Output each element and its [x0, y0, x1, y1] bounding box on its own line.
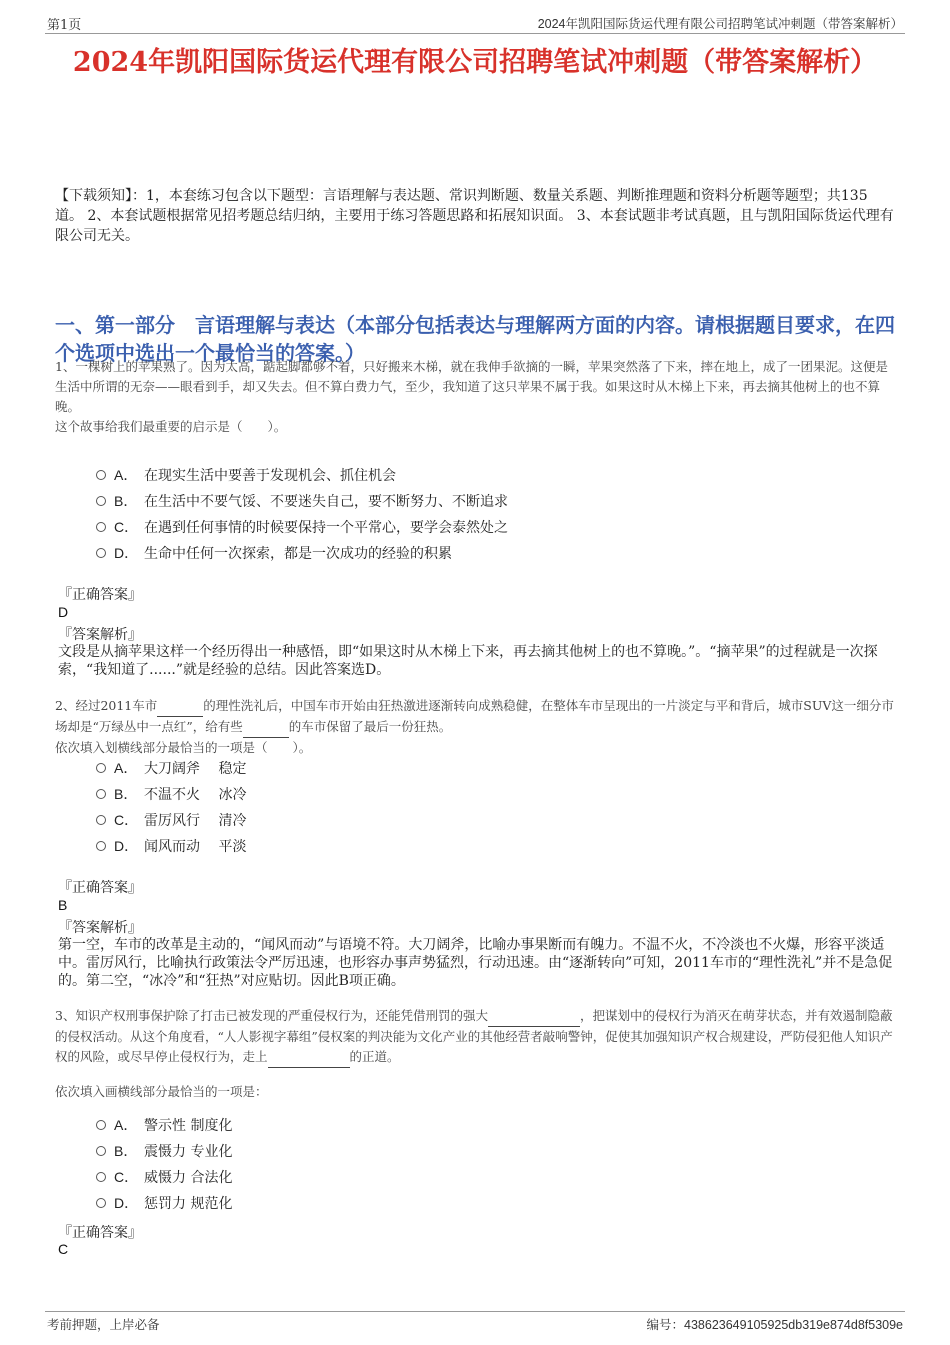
question-1-answer: D [58, 604, 69, 620]
question-2-stem: 2、经过2011车市 的理性洗礼后，中国车市开始由狂热激进逐渐转向成熟稳健，在整体车市呈现出的一片淡定与平和背后，城市SUV这一细分市场却是“万绿丛中一点红”，给有些 的车市保留了最后一份狂热。 依次填入划横线部分最恰当的一项是（ ）。 [55, 698, 894, 755]
question-2-analysis-label: 『答案解析』 [58, 920, 142, 936]
question-3-answer-label: 『正确答案』 [58, 1225, 142, 1241]
question-3-options [96, 1112, 232, 1216]
blank-line [268, 1047, 350, 1068]
radio-icon[interactable] [96, 1120, 106, 1130]
section-title: 一、第一部分 言语理解与表达（本部分包括表达与理解两方面的内容。请根据题目要求，在四个选项中选出一个最恰当的答案。） [55, 313, 895, 365]
question-2-options [96, 755, 246, 859]
blank-line [488, 1006, 580, 1027]
question-3-option-c[interactable]: C． 威慑力 合法化 [96, 1164, 232, 1190]
radio-icon[interactable] [96, 496, 106, 506]
question-1-option-c[interactable]: C． 在遇到任何事情的时候要保持一个平常心，要学会泰然处之 [96, 514, 508, 540]
question-1-stem: 1、一棵树上的苹果熟了。因为太高，踮起脚都够不着，只好搬来木梯，就在我伸手欲摘的一瞬，苹果突然落了下来，摔在地上，成了一团果泥。这便是生活中所谓的无奈——眼看到手，却又失去。但不算白费力气，至少，我知道了这只苹果不属于我。如果这时从木梯上下来，再去摘其他树上的也不算晚。 这个故事给我们最重要的启示是（ ）。 [55, 359, 888, 434]
radio-icon[interactable] [96, 1198, 106, 1208]
question-1-analysis: 文段是从摘苹果这样一个经历得出一种感悟，即“如果这时从木梯上下来，再去摘其他树上的也不算晚。”。“摘苹果”的过程就是一次探索，“我知道了......”就是经验的总结。因此答案选D。 [58, 644, 878, 678]
question-1-analysis-label: 『答案解析』 [58, 627, 142, 643]
footer-slogan: 考前押题，上岸必备 [47, 1317, 160, 1332]
header-doc-title: 2024年凯阳国际货运代理有限公司招聘笔试冲刺题（带答案解析） [537, 17, 903, 31]
document-title: 2024年凯阳国际货运代理有限公司招聘笔试冲刺题（带答案解析） [72, 47, 878, 78]
blank-line [157, 696, 203, 717]
radio-icon[interactable] [96, 1172, 106, 1182]
radio-icon[interactable] [96, 789, 106, 799]
blank-line [243, 717, 289, 738]
question-2-analysis: 第一空，车市的改革是主动的，“闻风而动”与语境不符。大刀阔斧，比喻办事果断而有魄力。不温不火，不冷淡也不火爆，形容平淡适中。雷厉风行，比喻执行政策法令严厉迅速，也形容办事声势猛烈，行动迅速。由“逐渐转向”可知，2011车市的“理性洗礼”并不是急促的。第二空，“冰冷”和“狂热”对应贴切。因此B项正确。 [58, 937, 893, 989]
question-3-option-b[interactable]: B． 震慑力 专业化 [96, 1138, 232, 1164]
page-number: 第1页 [47, 18, 82, 33]
question-2-option-d[interactable]: D． 闻风而动 平淡 [96, 833, 246, 859]
question-2-option-b[interactable]: B． 不温不火 冰冷 [96, 781, 246, 807]
download-notice: 【下载须知】：1，本套练习包含以下题型：言语理解与表达题、常识判断题、数量关系题、判断推理题和资料分析题等题型；共135道。 2、本套试题根据常见招考题总结归纳，主要用于练习答题思路和拓展知识面。 3、本套试题非考试真题，且与凯阳国际货运代理有限公司无关。 [55, 188, 894, 244]
question-3-option-d[interactable]: D． 惩罚力 规范化 [96, 1190, 232, 1216]
question-2-answer: B [58, 897, 68, 913]
question-3-stem: 3、知识产权刑事保护除了打击已被发现的严重侵权行为，还能凭借刑罚的强大 ，把谋划中的侵权行为消灭在萌芽状态，并有效遏制隐蔽的侵权活动。从这个角度看，“人人影视字幕组”侵权案的判决能为文化产业的其他经营者敲响警钟，促使其加强知识产权合规建设，严防侵犯他人知识产权的风险，或尽早停止侵权行为，走上 的正道。 [55, 1006, 898, 1068]
question-2-answer-label: 『正确答案』 [58, 880, 142, 896]
radio-icon[interactable] [96, 1146, 106, 1156]
radio-icon[interactable] [96, 522, 106, 532]
page-footer [45, 1311, 905, 1333]
radio-icon[interactable] [96, 841, 106, 851]
radio-icon[interactable] [96, 763, 106, 773]
radio-icon[interactable] [96, 815, 106, 825]
question-1-answer-label: 『正确答案』 [58, 587, 142, 603]
question-1-option-b[interactable]: B． 在生活中不要气馁、不要迷失自己，要不断努力、不断追求 [96, 488, 508, 514]
question-2-option-c[interactable]: C． 雷厉风行 清冷 [96, 807, 246, 833]
question-3-answer: C [58, 1241, 69, 1257]
question-1-option-a[interactable]: A． 在现实生活中要善于发现机会、抓住机会 [96, 462, 508, 488]
document-id: 编号：438623649105925db319e874d8f5309e [646, 1318, 903, 1332]
question-3-option-a[interactable]: A． 警示性 制度化 [96, 1112, 232, 1138]
radio-icon[interactable] [96, 548, 106, 558]
question-1-options [96, 462, 508, 566]
radio-icon[interactable] [96, 470, 106, 480]
page-header [45, 12, 905, 34]
question-2-prompt: 依次填入划横线部分最恰当的一项是（ ）。 [55, 740, 312, 755]
question-2-option-a[interactable]: A． 大刀阔斧 稳定 [96, 755, 246, 781]
question-3-prompt: 依次填入画横线部分最恰当的一项是： [55, 1084, 268, 1099]
question-1-prompt: 这个故事给我们最重要的启示是（ ）。 [55, 419, 287, 434]
question-1-option-d[interactable]: D． 生命中任何一次探索，都是一次成功的经验的积累 [96, 540, 508, 566]
